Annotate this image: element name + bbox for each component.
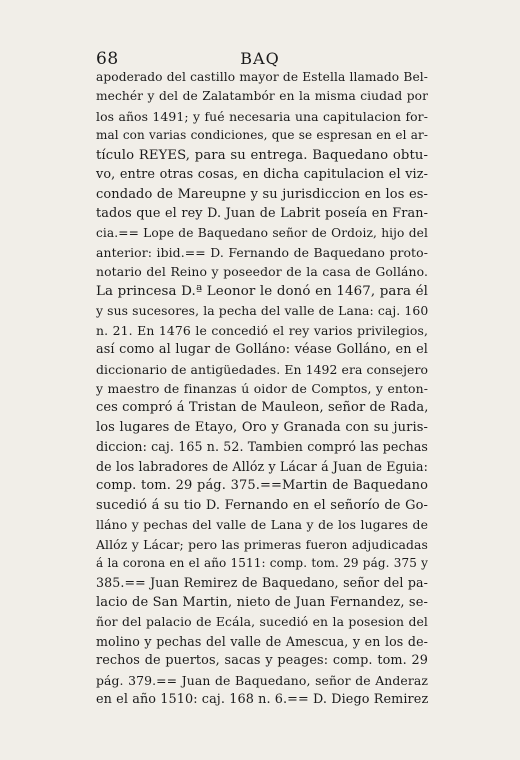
page-number: 68 [96,49,119,69]
text-line: sucedió á su tio D. Fernando en el señorío de Go- [96,497,428,513]
text-line: así como al lugar de Golláno: véase Golláno, en el [96,342,428,358]
text-line: condado de Mareupne y su jurisdiccion en los es- [96,186,428,202]
text-line: mal con varias condiciones, que se espresan en el ar- [96,128,428,143]
text-line: tículo REYES, para su entrega. Baquedano obtu- [96,147,428,163]
text-line: diccion: caj. 165 n. 52. Tambien compró las pechas [96,439,428,455]
text-line: tados que el rey D. Juan de Labrit poseía en Fran- [96,206,428,222]
text-line: n. 21. En 1476 le concedió el rey varios privilegios, [96,322,428,338]
text-line: diccionario de antigüedades. En 1492 era consejero [96,361,429,377]
text-line: lacio de San Martin, nieto de Juan Fernandez, se- [96,594,428,610]
text-line: en el año 1510: caj. 168 n. 6.== D. Diego Remirez [96,692,429,707]
text-line: los lugares de Etayo, Oro y Granada con su juris- [96,419,428,435]
page-header [96,48,424,70]
text-line: rechos de puertos, sacas y peages: comp. tom. 29 [96,653,428,669]
text-line: La princesa D.ª Leonor le donó en 1467, para él [96,283,428,299]
text-line: lláno y pechas del valle de Lana y de los lugares de [96,517,428,533]
text-line: pág. 379.== Juan de Baquedano, señor de Anderaz [96,672,428,688]
text-line: vo, entre otras cosas, en dicha capitulacion el viz- [96,167,428,183]
text-line: apoderado del castillo mayor de Estella llamado Bel- [96,70,428,84]
text-line: Allóz y Lácar; pero las primeras fueron adjudicadas [96,536,428,552]
text-line: ces compró á Tristan de Mauleon, señor de Rada, [96,400,429,416]
text-line: molino y pechas del valle de Amescua, y en los de- [96,633,428,649]
body-text [96,68,428,709]
text-line: 385.== Juan Remirez de Baquedano, señor del pa- [96,575,428,591]
text-line: anterior: ibid.== D. Fernando de Baquedano proto- [96,244,428,260]
running-head: BAQ [240,49,280,68]
text-line: cia.== Lope de Baquedano señor de Ordoiz, hijo del [96,225,428,240]
text-line: de los labradores de Allóz y Lácar á Juan de Eguia: [96,458,428,474]
text-line: ñor del palacio de Ecála, sucedió en la posesion del [96,614,428,630]
text-line: los años 1491; y fué necesaria una capitulacion for- [96,108,428,124]
text-line: á la corona en el año 1511: comp. tom. 29 pág. 375 y [96,555,428,570]
text-line: comp. tom. 29 pág. 375.==Martin de Baquedano [96,478,428,494]
text-line: notario del Reino y poseedor de la casa de Golláno. [96,264,428,280]
text-line: y maestro de finanzas ú oidor de Comptos, y enton- [96,381,428,396]
text-line: y sus sucesores, la pecha del valle de Lana: caj. 160 [96,303,429,319]
text-line: mechér y del de Zalatambór en la misma ciudad por [96,89,428,104]
